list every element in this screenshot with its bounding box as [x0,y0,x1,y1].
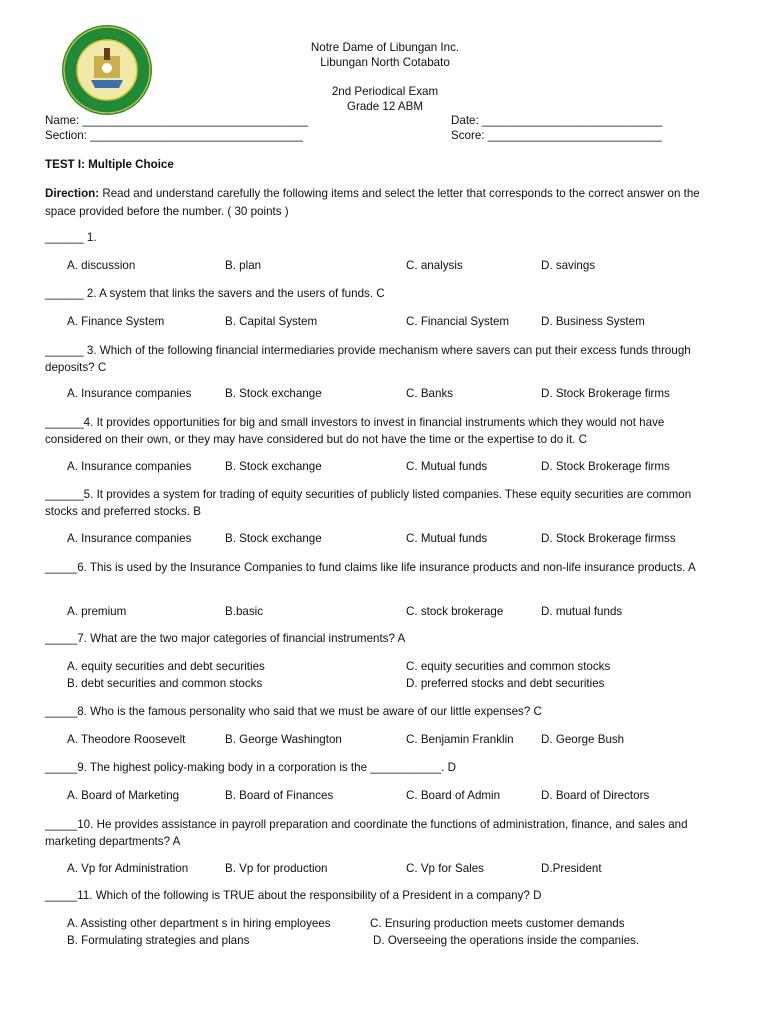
choice: A. equity securities and debt securities [67,660,265,673]
question-stem: _____11. Which of the following is TRUE about the responsibility of a President in a company? D [45,889,542,902]
choice: C. Ensuring production meets customer demands [370,917,625,930]
question-stem: ______ 2. A system that links the savers and the users of funds. C [45,287,385,300]
question-stem: ______ 1. [45,231,97,244]
choice: C. Mutual funds [406,460,488,473]
choice: D. Stock Brokerage firms [541,387,670,400]
school-name: Notre Dame of Libungan Inc. [310,41,460,54]
choice: D. mutual funds [541,605,623,618]
choice: D.President [541,862,602,875]
choice: C. Board of Admin [406,789,501,802]
question-stem: ______ 3. Which of the following financial intermediaries provide mechanism where savers can put their excess funds through deposits? C [45,344,691,374]
choice: D. preferred stocks and debt securities [406,677,605,690]
question-stem: _____9. The highest policy-making body in a corporation is the ___________. D [45,761,456,774]
choice: D. savings [541,259,596,272]
choice: B. Stock exchange [225,460,322,473]
choice: D. George Bush [541,733,625,746]
choice: B. Board of Finances [225,789,334,802]
choice: B. Formulating strategies and plans [67,934,250,947]
choice: D. Overseeing the operations inside the companies. [373,934,640,947]
choice: B. Stock exchange [225,387,322,400]
direction-label: Direction: [45,187,100,200]
choice: A. premium [67,605,127,618]
choice: D. Business System [541,315,645,328]
question-stem: ______4. It provides opportunities for big and small investors to invest in financial instruments which they would not have considered on their own, or they may have considered but do not have the time or the expertise to do it. C [45,416,665,446]
choice: B. Vp for production [225,862,328,875]
choice: A. Finance System [67,315,165,328]
question-stem: ______5. It provides a system for trading of equity securities of publicly listed companies. These equity securities are common stocks and preferred stocks. B [45,488,692,518]
choice: B. debt securities and common stocks [67,677,263,690]
choice: C. Financial System [406,315,510,328]
choice: B. Stock exchange [225,532,322,545]
name-field: Name: ___________________________________ [45,114,309,127]
choice: D. Stock Brokerage firmss [541,532,676,545]
choice: C. Vp for Sales [406,862,484,875]
test-title: TEST I: Multiple Choice [45,158,174,171]
choice: C. Benjamin Franklin [406,733,514,746]
direction [45,185,715,221]
direction-text: Read and understand carefully the following items and select the letter that corresponds to the correct answer on the space provided before the number. ( 30 points ) [45,187,700,218]
choice: A. discussion [67,259,136,272]
date-field: Date: ____________________________ [451,114,663,127]
school-address: Libungan North Cotabato [320,56,450,69]
choice: A. Insurance companies [67,460,192,473]
choice: C. equity securities and common stocks [406,660,611,673]
score-field: Score: ___________________________ [451,129,662,142]
choice: B. plan [225,259,262,272]
grade-level: Grade 12 ABM [346,100,424,113]
section-field: Section: _________________________________ [45,129,303,142]
question-stem: _____6. This is used by the Insurance Companies to fund claims like life insurance products and non-life insurance products. A [45,561,696,574]
choice: A. Insurance companies [67,532,192,545]
choice: D. Stock Brokerage firms [541,460,670,473]
question-stem: _____8. Who is the famous personality who said that we must be aware of our little expenses? C [45,705,542,718]
choice: B.basic [225,605,264,618]
choice: B. George Washington [225,733,342,746]
choice: B. Capital System [225,315,318,328]
choice: C. Banks [406,387,454,400]
choice: A. Insurance companies [67,387,192,400]
choice: C. stock brokerage [406,605,504,618]
exam-title: 2nd Periodical Exam [331,85,439,98]
choice: A. Vp for Administration [67,862,189,875]
school-seal [61,24,153,116]
question-stem: _____10. He provides assistance in payroll preparation and coordinate the functions of administration, finance, and sales and marketing departments? A [45,818,688,848]
choice: A. Assisting other department s in hiring employees [67,917,331,930]
choice: A. Theodore Roosevelt [67,733,186,746]
choice: C. Mutual funds [406,532,488,545]
choice: A. Board of Marketing [67,789,180,802]
choice: D. Board of Directors [541,789,650,802]
choice: C. analysis [406,259,463,272]
question-stem: _____7. What are the two major categories of financial instruments? A [45,632,406,645]
